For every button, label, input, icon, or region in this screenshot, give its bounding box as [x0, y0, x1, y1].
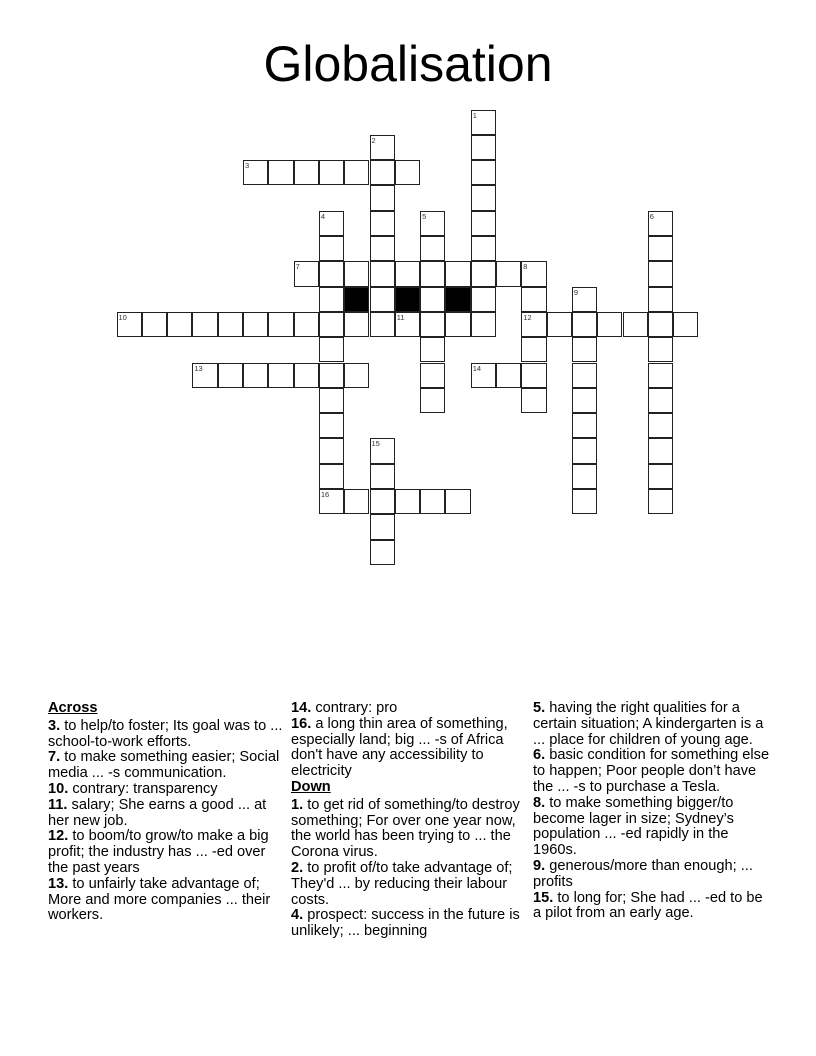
grid-cell[interactable] — [420, 489, 445, 514]
grid-cell[interactable] — [395, 312, 420, 337]
clue-down-6: 6. basic condition for something else to happen; Poor people don’t have the ... -s to purchase a Tesla. — [533, 747, 770, 795]
grid-cell[interactable] — [572, 438, 597, 463]
grid-cell[interactable] — [572, 413, 597, 438]
grid-cell[interactable] — [648, 413, 673, 438]
grid-cell[interactable] — [344, 160, 369, 185]
grid-cell[interactable] — [370, 185, 395, 210]
grid-cell[interactable] — [370, 261, 395, 286]
clue-number: 16 — [320, 490, 330, 499]
grid-cell[interactable] — [547, 312, 572, 337]
grid-cell[interactable] — [648, 236, 673, 261]
grid-cell[interactable] — [496, 261, 521, 286]
grid-cell[interactable] — [471, 261, 496, 286]
grid-cell[interactable] — [521, 337, 546, 362]
grid-cell[interactable] — [521, 287, 546, 312]
clue-across-14: 14. contrary: pro — [291, 700, 398, 716]
grid-cell[interactable] — [319, 438, 344, 463]
grid-cell[interactable] — [370, 514, 395, 539]
grid-cell[interactable] — [319, 337, 344, 362]
grid-cell[interactable] — [395, 261, 420, 286]
clue-down-9: 9. generous/more than enough; ... profits — [533, 857, 753, 890]
grid-cell[interactable] — [572, 464, 597, 489]
grid-cell[interactable] — [344, 489, 369, 514]
grid-cell[interactable] — [243, 363, 268, 388]
grid-cell[interactable] — [420, 312, 445, 337]
grid-cell[interactable] — [648, 363, 673, 388]
grid-cell[interactable] — [648, 261, 673, 286]
clue-across-7: 7. to make something easier; Social media ... -s communication. — [48, 749, 280, 782]
clue-number: 13 — [194, 363, 203, 373]
grid-cell[interactable] — [218, 363, 243, 388]
clue-number: 4 — [320, 211, 326, 221]
grid-cell[interactable] — [319, 160, 344, 185]
grid-cell[interactable] — [471, 363, 496, 388]
grid-cell[interactable] — [648, 211, 673, 236]
grid-cell[interactable] — [648, 312, 673, 337]
clue-number: 3 — [245, 161, 250, 171]
grid-cell[interactable] — [319, 388, 344, 413]
clue-down-15: 15. to long for; She had ... -ed to be a pilot from an early age. — [533, 889, 763, 922]
grid-cell[interactable] — [268, 160, 293, 185]
clue-down-4: 4. prospect: success in the future is unlikely; ... beginning — [291, 907, 520, 940]
grid-cell[interactable] — [344, 312, 369, 337]
black-cell — [445, 287, 470, 312]
grid-cell[interactable] — [319, 489, 344, 514]
grid-cell[interactable] — [648, 464, 673, 489]
grid-cell[interactable] — [192, 312, 217, 337]
grid-cell[interactable] — [420, 363, 445, 388]
grid-cell[interactable] — [218, 312, 243, 337]
grid-cell[interactable] — [623, 312, 648, 337]
grid-cell[interactable] — [370, 464, 395, 489]
down-heading: Down — [291, 778, 331, 795]
grid-cell[interactable] — [243, 160, 268, 185]
black-cell — [395, 287, 420, 312]
grid-cell[interactable] — [370, 135, 395, 160]
grid-cell[interactable] — [572, 312, 597, 337]
clue-across-16: 16. a long thin area of something, especially land; big ... -s of Africa don't have any accessibility to electricity — [291, 715, 508, 780]
clue-across-12: 12. to boom/to grow/to make a big profit; the industry has ... -ed over the past years — [48, 828, 269, 876]
grid-cell[interactable] — [521, 388, 546, 413]
clues-column-3 — [533, 701, 773, 922]
grid-cell[interactable] — [521, 363, 546, 388]
grid-cell[interactable] — [319, 464, 344, 489]
grid-cell[interactable] — [521, 312, 546, 337]
grid-cell[interactable] — [294, 160, 319, 185]
grid-cell[interactable] — [420, 236, 445, 261]
grid-cell[interactable] — [319, 287, 344, 312]
black-cell — [344, 287, 369, 312]
grid-cell[interactable] — [572, 388, 597, 413]
clue-across-3: 3. to help/to foster; Its goal was to ... school-to-work efforts. — [48, 717, 283, 750]
grid-cell[interactable] — [471, 185, 496, 210]
grid-cell[interactable] — [370, 211, 395, 236]
grid-cell[interactable] — [344, 363, 369, 388]
grid-cell[interactable] — [370, 540, 395, 565]
grid-cell[interactable] — [420, 287, 445, 312]
grid-cell[interactable] — [319, 211, 344, 236]
grid-cell[interactable] — [319, 413, 344, 438]
crossword-grid — [117, 110, 707, 570]
across-heading: Across — [48, 700, 98, 716]
grid-cell[interactable] — [370, 160, 395, 185]
clue-number: 1 — [472, 110, 477, 120]
grid-cell[interactable] — [445, 261, 470, 286]
grid-cell[interactable] — [420, 388, 445, 413]
clue-down-5: 5. having the right qualities for a certain situation; A kindergarten is a ... place for children of young age. — [533, 700, 764, 748]
clue-across-10: 10. contrary: transparency — [48, 780, 218, 797]
grid-cell[interactable] — [420, 261, 445, 286]
grid-cell[interactable] — [471, 160, 496, 185]
grid-cell[interactable] — [420, 211, 445, 236]
grid-cell[interactable] — [648, 489, 673, 514]
grid-cell[interactable] — [471, 287, 496, 312]
grid-cell[interactable] — [471, 312, 496, 337]
grid-cell[interactable] — [471, 236, 496, 261]
clue-down-1: 1. to get rid of something/to destroy something; For over one year now, the world has been trying to ... the Corona virus. — [291, 796, 520, 861]
grid-cell[interactable] — [648, 287, 673, 312]
grid-cell[interactable] — [370, 438, 395, 463]
grid-cell[interactable] — [142, 312, 167, 337]
grid-cell[interactable] — [319, 261, 344, 286]
grid-cell[interactable] — [294, 363, 319, 388]
grid-cell[interactable] — [420, 337, 445, 362]
grid-cell[interactable] — [370, 312, 395, 337]
grid-cell[interactable] — [344, 261, 369, 286]
grid-cell[interactable] — [268, 312, 293, 337]
clue-down-8: 8. to make something bigger/to become lager in size; Sydney’s population ... -ed rapidly in the 1960s. — [533, 794, 734, 859]
grid-cell[interactable] — [395, 160, 420, 185]
clue-number: 7 — [295, 262, 300, 272]
clue-across-13: 13. to unfairly take advantage of; More and more companies ... their workers. — [48, 875, 271, 924]
grid-cell[interactable] — [294, 261, 319, 286]
grid-cell[interactable] — [572, 489, 597, 514]
clues-column-2 — [291, 701, 531, 940]
clue-across-11: 11. salary; She earns a good ... at her new job. — [48, 796, 267, 829]
grid-cell[interactable] — [370, 287, 395, 312]
grid-cell[interactable] — [521, 261, 546, 286]
grid-cell[interactable] — [319, 312, 344, 337]
grid-cell[interactable] — [648, 438, 673, 463]
grid-cell[interactable] — [167, 312, 192, 337]
grid-cell[interactable] — [673, 312, 698, 337]
puzzle-title: Globalisation — [263, 36, 553, 92]
clue-down-2: 2. to profit of/to take advantage of; They'd ... by reducing their labour costs. — [291, 859, 513, 908]
grid-cell[interactable] — [648, 337, 673, 362]
grid-cell[interactable] — [471, 211, 496, 236]
grid-cell[interactable] — [471, 110, 496, 135]
clue-number: 6 — [649, 211, 654, 221]
grid-cell[interactable] — [243, 312, 268, 337]
grid-cell[interactable] — [370, 489, 395, 514]
clue-number: 12 — [523, 312, 532, 322]
grid-cell[interactable] — [294, 312, 319, 337]
clue-number: 15 — [371, 439, 380, 449]
clues-column-1 — [48, 701, 283, 924]
grid-cell[interactable] — [268, 363, 293, 388]
grid-cell[interactable] — [370, 236, 395, 261]
grid-cell[interactable] — [117, 312, 142, 337]
clue-number: 11 — [396, 312, 405, 322]
grid-cell[interactable] — [572, 287, 597, 312]
grid-cell[interactable] — [471, 135, 496, 160]
clue-number: 9 — [573, 287, 579, 297]
grid-cell[interactable] — [648, 388, 673, 413]
grid-cell[interactable] — [395, 489, 420, 514]
grid-cell[interactable] — [496, 363, 521, 388]
grid-cell[interactable] — [572, 363, 597, 388]
clue-number: 5 — [422, 211, 427, 221]
clue-number: 10 — [118, 312, 127, 322]
clue-number: 14 — [472, 363, 482, 373]
grid-cell[interactable] — [445, 312, 470, 337]
grid-cell[interactable] — [319, 236, 344, 261]
clue-number: 2 — [371, 135, 376, 145]
grid-cell[interactable] — [445, 489, 470, 514]
grid-cell[interactable] — [572, 337, 597, 362]
clue-number: 8 — [523, 262, 528, 272]
grid-cell[interactable] — [597, 312, 622, 337]
grid-cell[interactable] — [192, 363, 217, 388]
grid-cell[interactable] — [319, 363, 344, 388]
